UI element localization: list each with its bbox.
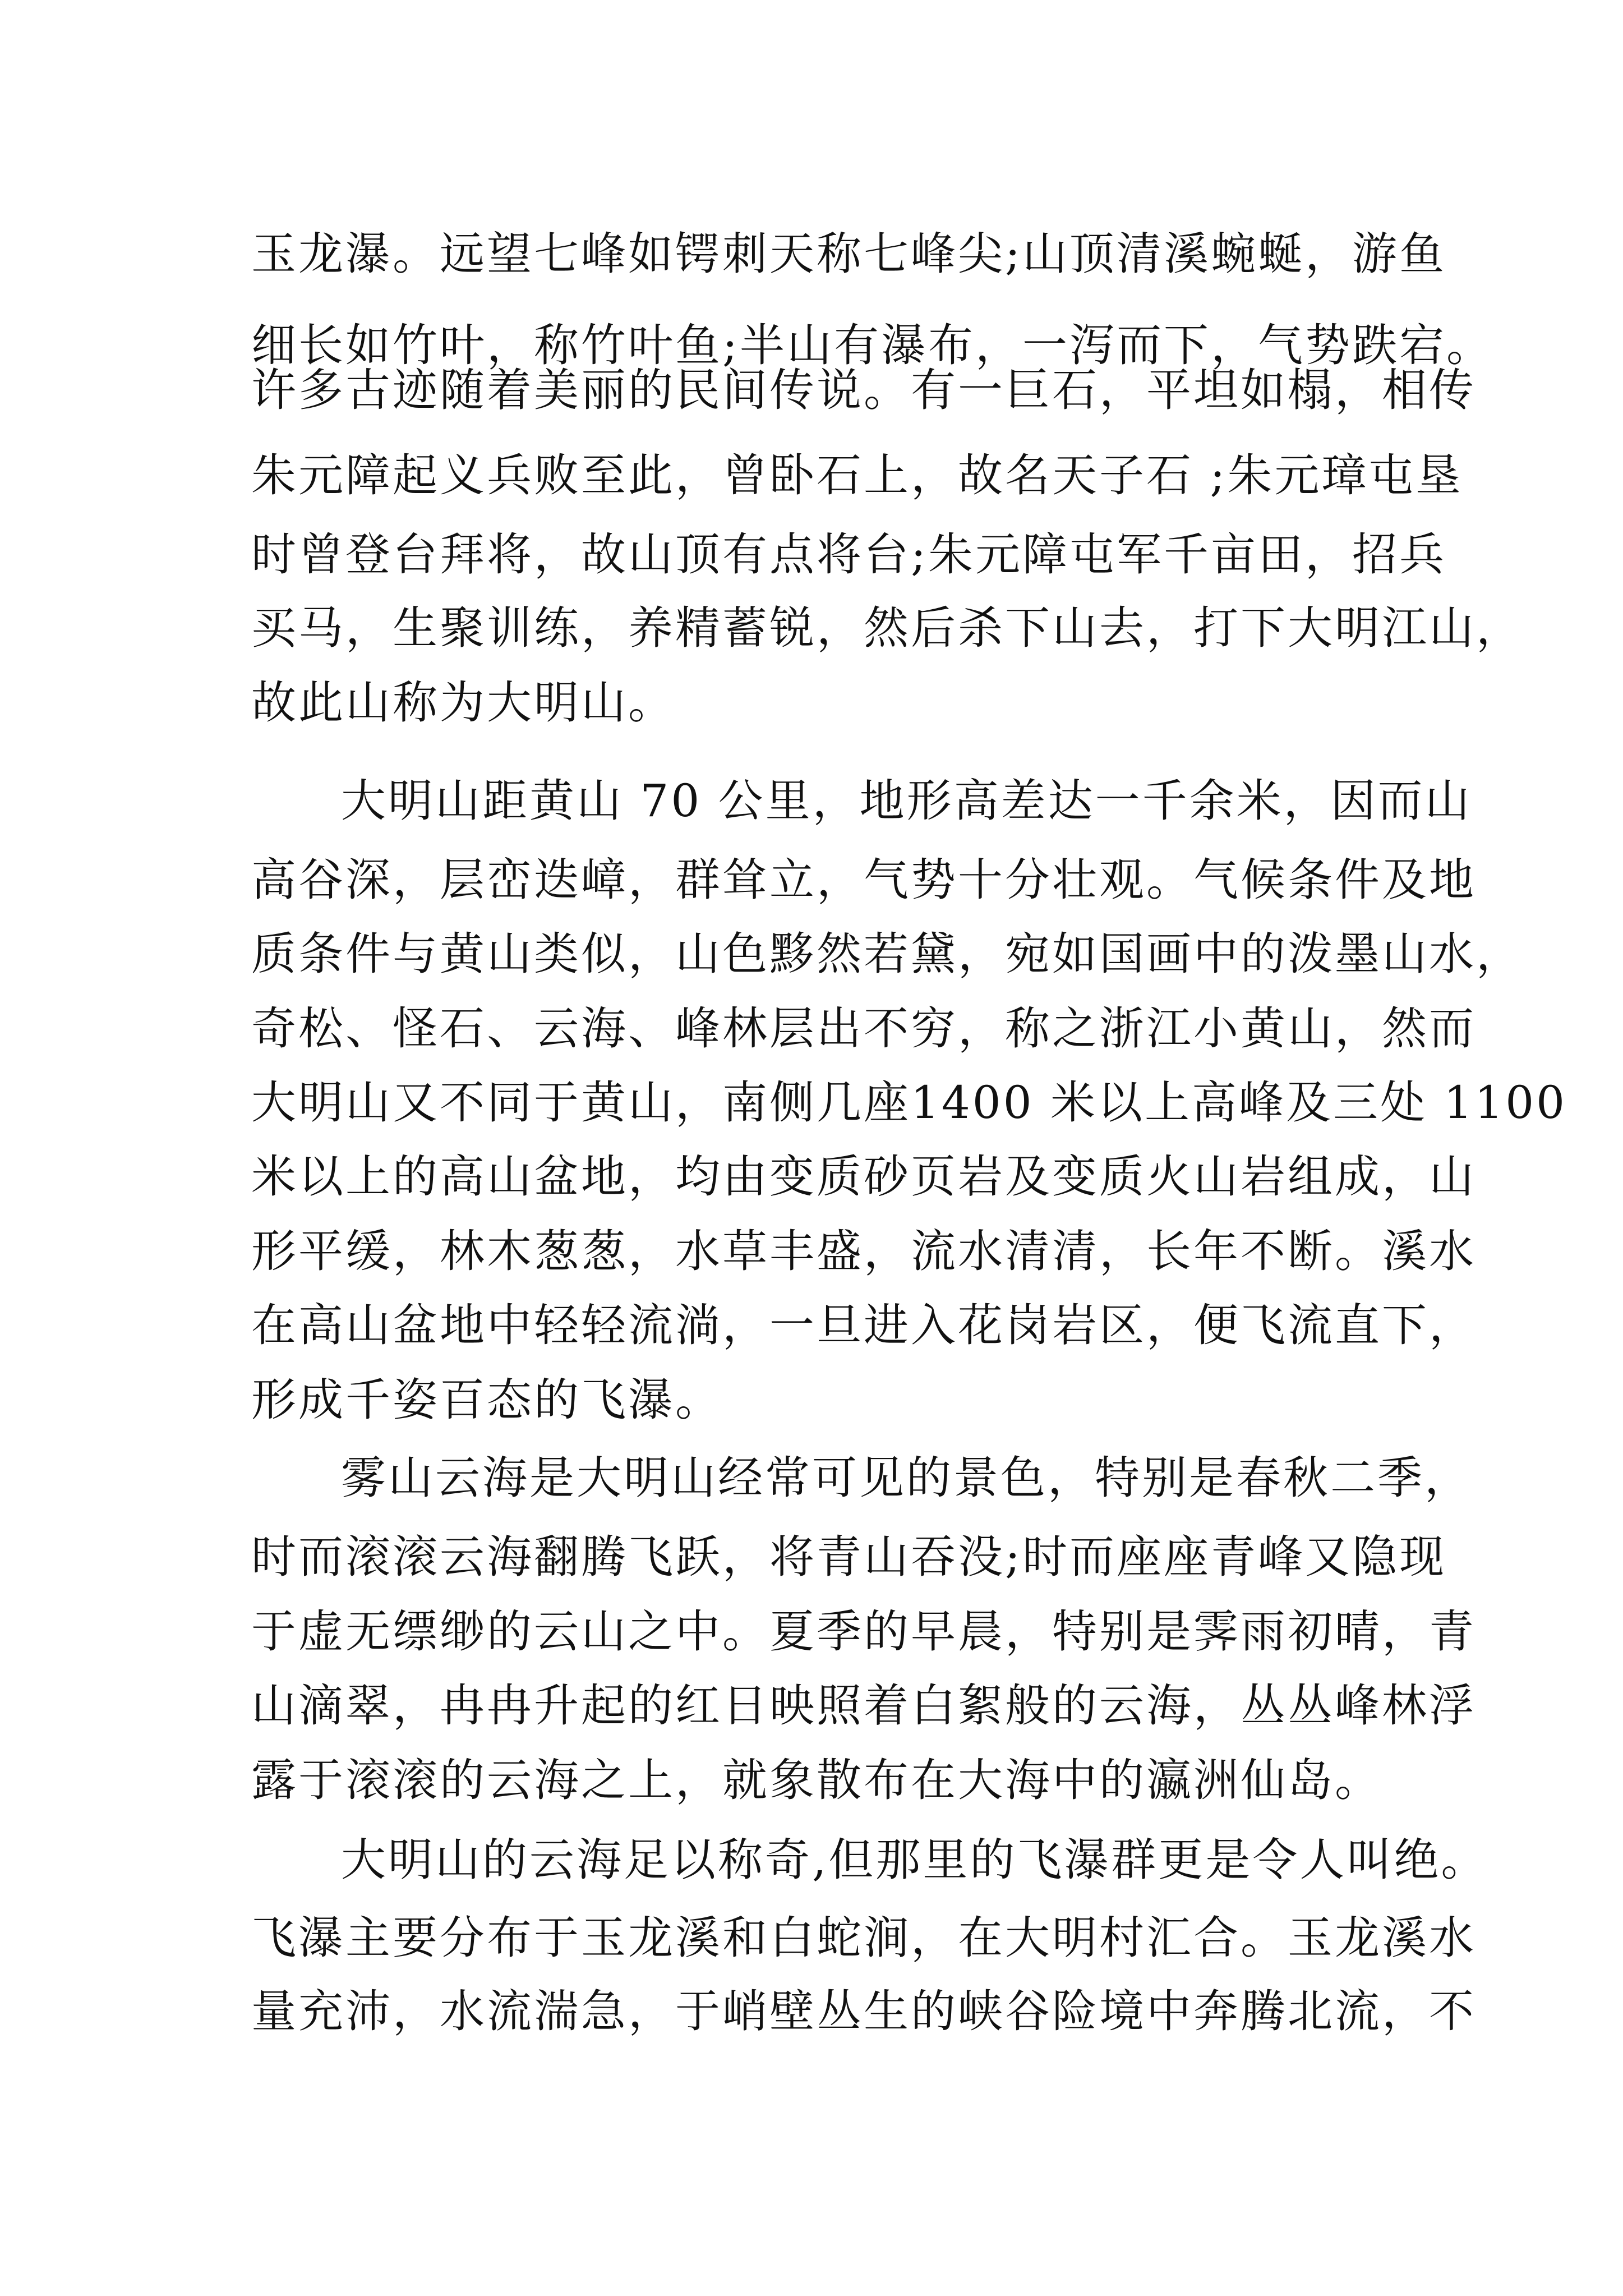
text-line: 大明山的云海足以称奇,但那里的飞瀑群更是令人叫绝。	[341, 1834, 1488, 1886]
text-line: 买马，生聚训练，养精蓄锐，然后杀下山去，打下大明江山，	[251, 602, 1523, 654]
text-line: 大明山又不同于黄山，南侧几座1400 米以上高峰及三处 1100	[251, 1076, 1567, 1129]
text-line: 故此山称为大明山。	[251, 677, 675, 729]
text-line: 飞瀑主要分布于玉龙溪和白蛇涧，在大明村汇合。玉龙溪水	[251, 1912, 1476, 1964]
text-line: 形平缓，林木葱葱，水草丰盛，流水清清，长年不断。溪水	[251, 1225, 1476, 1277]
text-line: 时而滚滚云海翻腾飞跃，将青山吞没;时而座座青峰又隐现	[251, 1531, 1446, 1583]
text-line: 于虚无缥缈的云山之中。夏季的早晨，特别是霁雨初晴，青	[251, 1605, 1476, 1658]
text-line: 米以上的高山盆地，均由变质砂页岩及变质火山岩组成，山	[251, 1151, 1476, 1203]
text-line: 量充沛，水流湍急，于峭壁丛生的峡谷险境中奔腾北流，不	[251, 1985, 1476, 2037]
text-line: 高谷深，层峦迭嶂，群耸立，气势十分壮观。气候条件及地	[251, 854, 1476, 906]
text-line: 时曾登台拜将，故山顶有点将台;朱元障屯军千亩田，招兵	[251, 528, 1446, 581]
text-line: 山滴翠，冉冉升起的红日映照着白絮般的云海，丛丛峰林浮	[251, 1680, 1476, 1732]
text-line: 奇松、怪石、云海、峰林层出不穷，称之浙江小黄山，然而	[251, 1002, 1476, 1055]
text-line: 露于滚滚的云海之上，就象散布在大海中的瀛洲仙岛。	[251, 1754, 1382, 1806]
text-line: 质条件与黄山类似，山色黟然若黛，宛如国画中的泼墨山水，	[251, 928, 1523, 980]
text-line: 细长如竹叶，称竹叶鱼;半山有瀑布，一泻而下，气势跌宕。	[251, 319, 1493, 371]
text-line: 雾山云海是大明山经常可见的景色，特别是春秋二季，	[341, 1452, 1472, 1504]
text-line: 玉龙瀑。远望七峰如锷刺天称七峰尖;山顶清溪蜿蜒，游鱼	[251, 228, 1446, 280]
text-line: 形成千姿百态的飞瀑。	[251, 1374, 722, 1426]
text-line: 大明山距黄山 70 公里，地形高差达一千余米，因而山	[341, 775, 1472, 827]
text-line: 许多古迹随着美丽的民间传说。有一巨石，平坦如榻，相传	[251, 364, 1476, 416]
text-line: 在高山盆地中轻轻流淌，一旦进入花岗岩区，便飞流直下，	[251, 1299, 1476, 1351]
text-line: 朱元障起义兵败至此，曾卧石上，故名天子石 ;朱元璋屯垦	[251, 449, 1463, 501]
